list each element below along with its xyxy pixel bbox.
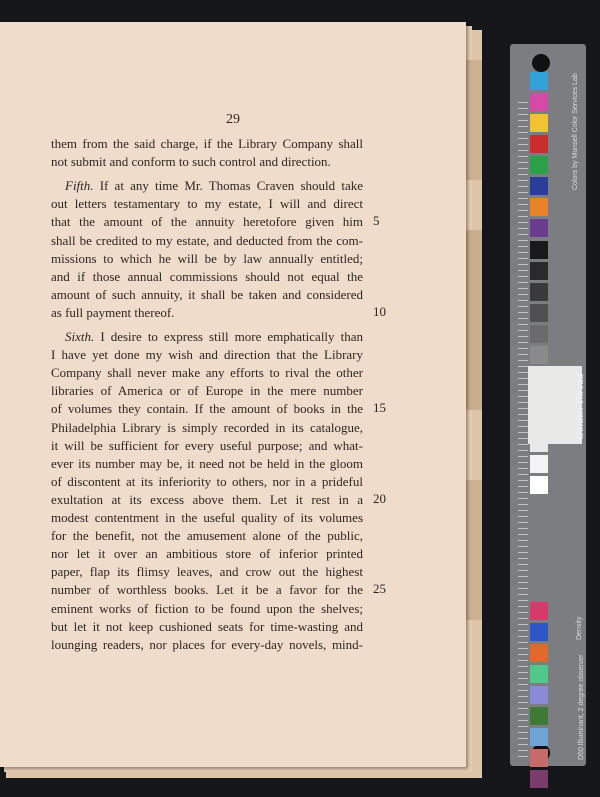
color-patch: [530, 476, 548, 494]
text-line: for the benefit, not the amusement alone of the public,: [51, 528, 363, 544]
text-line: that the amount of the annuity heretofore given him: [51, 214, 363, 230]
book-page: [0, 22, 466, 767]
text-line: missions to which he will be by law annually entitled;: [51, 250, 363, 266]
text-line: lounging readers, nor places for every-day novels, mind-: [51, 636, 363, 652]
color-patch: [530, 686, 548, 704]
text-line: it will be sufficient for every useful purpose; and what-: [51, 437, 363, 453]
text-line: exultation at its excess above them. Let it rest in a: [51, 491, 363, 507]
page-edge-tab: [464, 60, 482, 180]
color-patch: [530, 198, 548, 216]
color-patch: [530, 770, 548, 788]
card-side-text-bottom: D50 Illuminant, 2 degree observer: [578, 654, 585, 760]
color-patch: [530, 602, 548, 620]
color-patch: [530, 665, 548, 683]
text-line: but let it not keep cushioned seats for time-wasting and: [51, 618, 363, 634]
text-line: modest contentment in the useful quality of its volumes: [51, 510, 363, 525]
color-patch: [530, 135, 548, 153]
color-patch: [530, 728, 548, 746]
card-hole: [532, 54, 550, 72]
color-patch: [530, 114, 548, 132]
text-line: out letters testamentary to my estate, I will and direct: [51, 196, 363, 212]
section-text: If at any time Mr. Thomas Craven should take: [93, 178, 363, 194]
color-patch: [530, 241, 548, 259]
text-line: ever its number may be, it need not be held in the gloom: [51, 455, 363, 471]
text-line: amount of such annuity, it shall be taken and considered: [51, 286, 363, 302]
color-patch: [530, 219, 548, 237]
line-number: 5: [373, 213, 380, 229]
card-side-text-top: Colors by Munsell Color Services Lab: [572, 73, 579, 190]
color-patch: [530, 325, 548, 343]
text-line: I have yet done my wish and direction that the Library: [51, 347, 363, 363]
text-line: shall be credited to my estate, and deducted from the com-: [51, 232, 363, 248]
line-number: 20: [373, 490, 386, 506]
color-patch: [530, 72, 548, 90]
section-label: Fifth.: [65, 178, 94, 194]
page-edge-tab: [464, 230, 482, 410]
line-number: 15: [373, 400, 386, 416]
density-label: Density: [576, 616, 583, 640]
text-line: [51, 328, 363, 346]
section-label: Sixth.: [65, 329, 95, 344]
color-patch: [530, 156, 548, 174]
text-line: of discontent at its inferiority to others, nor in a prideful: [51, 473, 363, 489]
color-patch: [530, 749, 548, 767]
text-line: Company shall never make any efforts to rival the other: [51, 365, 363, 381]
text-line: number of worthless books. Let it be a favor for the: [51, 582, 363, 598]
section-text: I desire to express still more emphatically than: [94, 329, 363, 344]
card-ruler: [518, 102, 528, 762]
page-edge-tab: [464, 480, 482, 620]
page-number: 29: [226, 112, 240, 127]
text-line: [51, 177, 363, 195]
line-number: 25: [373, 581, 386, 597]
color-patch: [530, 283, 548, 301]
color-patch: [530, 623, 548, 641]
text-line: nor let it over an ambitious store of inferior printed: [51, 546, 363, 562]
color-patch: [530, 93, 548, 111]
text-line: of volumes they contain. If the amount of books in the: [51, 401, 363, 417]
text-line: libraries of America or of Europe in the mere number: [51, 383, 363, 399]
text-line: and if those annual commissions should not equal the: [51, 268, 363, 284]
color-patch: [530, 644, 548, 662]
brand-text: Golden Thread: [574, 373, 586, 440]
text-line: eminent works of fiction to be found upon the shelves;: [51, 600, 363, 616]
color-patch: [530, 346, 548, 364]
color-patch: [530, 707, 548, 725]
color-patch: [530, 455, 548, 473]
line-number: 10: [373, 303, 386, 319]
text-line: not submit and conform to such control and direction.: [51, 154, 331, 170]
text-line: them from the said charge, if the Library Company shall: [51, 136, 363, 151]
text-line: paper, flap its flimsy leaves, and crow out the highest: [51, 564, 363, 580]
text-line: as full payment thereof.: [51, 304, 175, 320]
text-line: Philadelphia Library is simply recorded in its catalogue,: [51, 419, 363, 435]
color-patch: [530, 304, 548, 322]
color-patch: [530, 262, 548, 280]
color-patch: [530, 177, 548, 195]
